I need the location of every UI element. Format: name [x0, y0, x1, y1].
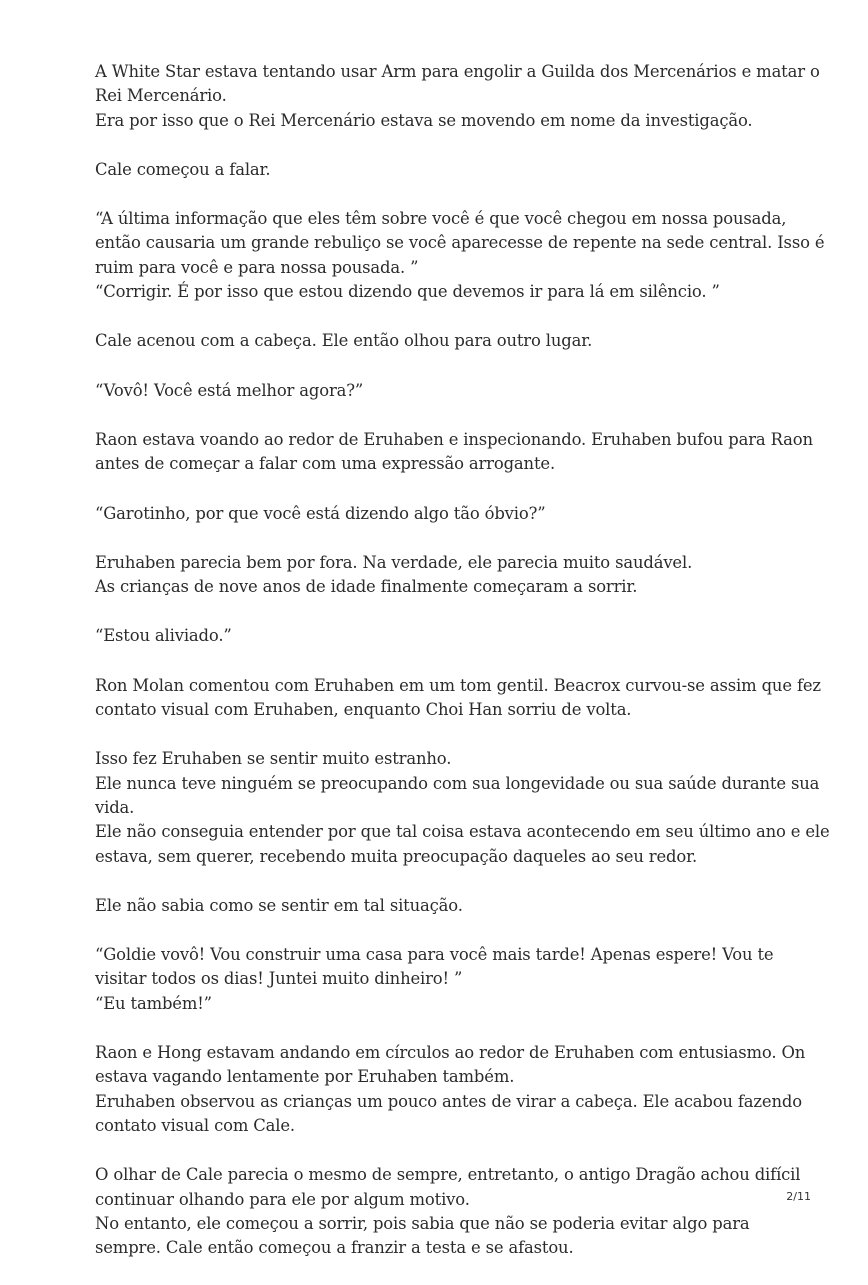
text-line: Rei Mercenário. — [95, 86, 227, 106]
page-number: 2/11 — [786, 1190, 811, 1203]
text-line: Cale acenou com a cabeça. Ele então olhou para outro lugar. — [95, 331, 593, 351]
text-line: “Goldie vovô! Vou construir uma casa para você mais tarde! Apenas espere! Vou te — [95, 945, 774, 965]
text-line: continuar olhando para ele por algum motivo. — [95, 1189, 470, 1209]
paragraph — [95, 747, 830, 868]
paragraph — [95, 894, 790, 918]
text-line: “Corrigir. É por isso que estou dizendo que devemos ir para lá em silêncio. ” — [95, 282, 720, 302]
text-line: ruim para você e para nossa pousada. ” — [95, 257, 419, 277]
text-line: Ele nunca teve ninguém se preocupando com sua longevidade ou sua saúde durante sua — [95, 773, 820, 793]
text-line: sempre. Cale então começou a franzir a testa e se afastou. — [95, 1238, 574, 1258]
paragraph — [95, 60, 820, 133]
paragraph — [95, 551, 790, 600]
text-line: Ele não conseguia entender por que tal coisa estava acontecendo em seu último ano e ele — [95, 822, 830, 842]
paragraph — [95, 1041, 806, 1138]
text-line: contato visual com Eruhaben, enquanto Choi Han sorriu de volta. — [95, 700, 632, 720]
text-line: Raon e Hong estavam andando em círculos ao redor de Eruhaben com entusiasmo. On — [95, 1043, 806, 1063]
text-line: As crianças de nove anos de idade finalmente começaram a sorrir. — [95, 577, 638, 597]
text-line: Era por isso que o Rei Mercenário estava se movendo em nome da investigação. — [95, 110, 753, 130]
text-line: estava vagando lentamente por Eruhaben também. — [95, 1067, 515, 1087]
text-line: contato visual com Cale. — [95, 1115, 295, 1135]
paragraph — [95, 428, 813, 477]
text-line: “Eu também!” — [95, 993, 212, 1013]
text-line: visitar todos os dias! Juntei muito dinheiro! ” — [95, 969, 463, 989]
text-line: “Garotinho, por que você está dizendo algo tão óbvio?” — [95, 503, 546, 523]
text-line: Eruhaben parecia bem por fora. Na verdade, ele parecia muito saudável. — [95, 552, 693, 572]
paragraph — [95, 207, 825, 304]
text-line: A White Star estava tentando usar Arm para engolir a Guilda dos Mercenários e matar o — [95, 62, 820, 81]
text-line: O olhar de Cale parecia o mesmo de sempre, entretanto, o antigo Dragão achou difícil — [95, 1165, 801, 1185]
paragraph — [95, 329, 790, 353]
text-line: Isso fez Eruhaben se sentir muito estranho. — [95, 749, 452, 769]
text-line: vida. — [95, 797, 135, 817]
text-line: Ron Molan comentou com Eruhaben em um tom gentil. Beacrox curvou-se assim que fez — [95, 675, 821, 695]
paragraph — [95, 624, 790, 648]
text-line: “Vovô! Você está melhor agora?” — [95, 380, 364, 400]
text-line: Ele não sabia como se sentir em tal situação. — [95, 895, 463, 915]
paragraph — [95, 674, 821, 723]
text-line: Eruhaben observou as crianças um pouco antes de virar a cabeça. Ele acabou fazendo — [95, 1091, 802, 1111]
paragraph — [95, 158, 790, 182]
text-line: Raon estava voando ao redor de Eruhaben e inspecionando. Eruhaben bufou para Raon — [95, 429, 813, 449]
text-line: “Estou aliviado.” — [95, 626, 232, 646]
paragraph — [95, 379, 790, 403]
text-line: antes de começar a falar com uma expressão arrogante. — [95, 454, 556, 474]
text-line: então causaria um grande rebuliço se você aparecesse de repente na sede central. Isso é — [95, 233, 825, 253]
text-line: estava, sem querer, recebendo muita preocupação daqueles ao seu redor. — [95, 846, 698, 866]
paragraph — [95, 943, 790, 1016]
text-line: Cale começou a falar. — [95, 159, 271, 179]
text-line: No entanto, ele começou a sorrir, pois sabia que não se poderia evitar algo para — [95, 1213, 750, 1233]
paragraph — [95, 502, 790, 526]
text-line: “A última informação que eles têm sobre você é que você chegou em nossa pousada, — [95, 209, 787, 229]
